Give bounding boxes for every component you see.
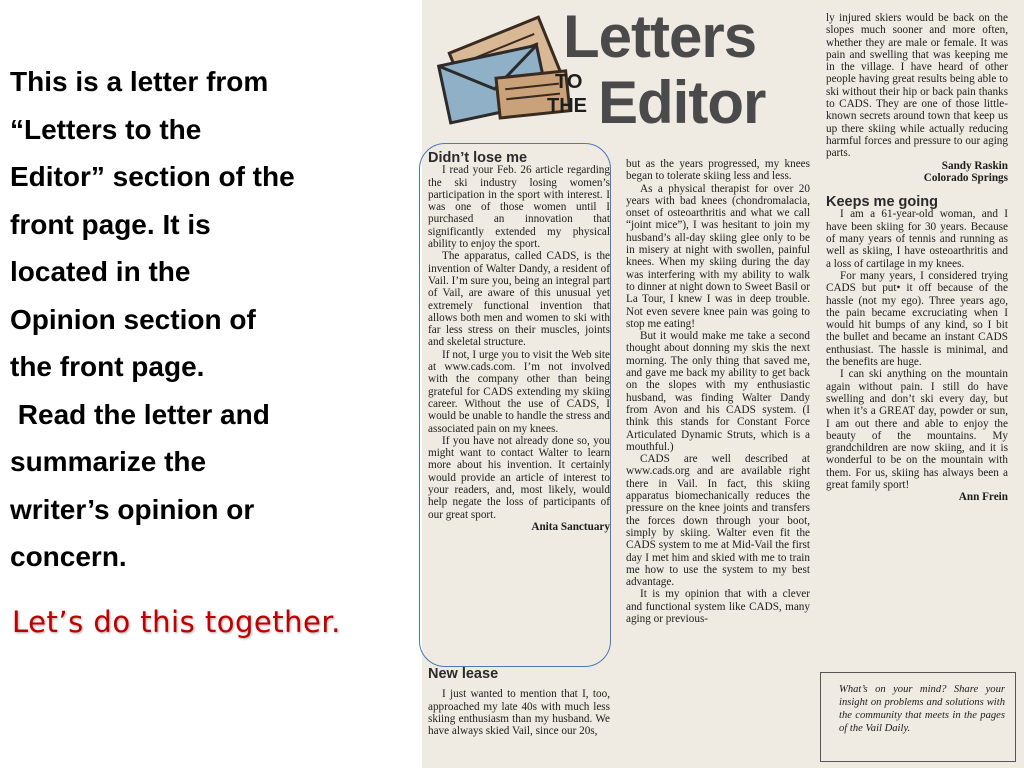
newspaper-clipping xyxy=(422,0,1024,768)
instruction-line: Opinion section of xyxy=(10,303,256,335)
instruction-line: concern. xyxy=(10,541,127,572)
column-1-bottom xyxy=(428,668,610,737)
signature: Sandy Raskin xyxy=(941,159,1008,172)
letter-paragraph: But it would make me take a second thought about donning my skis the next morning. The only thing that saved me, and gave me back my ability to get back on the slopes with my enthusiastic husband, was finding Walter Dandy from Avon and his CADS system. (I think this stands for Constant Force Articulated Dynamic Struts, which is a mouthful.) xyxy=(626,330,810,453)
masthead-letters: Letters xyxy=(563,3,757,70)
letter-paragraph: I can ski anything on the mountain again without pain. I still do have swelling and don’t ski every day, but when it’s a GREAT day, powder or sun, I am out there and able to enjoy the beauty of the mountains. My grandchildren are now skiing, and it is wonderful to be on the mountain with them. For us, skiing has always been a great family sport! xyxy=(826,368,1008,491)
instruction-line: the front page. xyxy=(10,351,205,382)
instruction-line: front page. It is xyxy=(10,208,211,240)
signature: Anita Sanctuary xyxy=(531,520,610,533)
letter-paragraph: If you have not already done so, you might want to contact Walter to learn more about his invention. It certainly would provide an article of interest to your readers, and, most likely, would help negate the loss of participants of our great sport. xyxy=(428,434,610,521)
instruction-line: Editor” section of the xyxy=(10,161,295,192)
signature: Ann Frein xyxy=(958,491,1008,504)
instruction-line: This is a letter from xyxy=(10,66,269,97)
column-1 xyxy=(428,152,610,533)
instruction-text xyxy=(10,58,375,581)
letter-paragraph: I just wanted to mention that I, too, approached my late 40s with much less skiing enthusiasm than my husband. We have always skied Vail, since our 20s, xyxy=(428,688,610,738)
headline-new-lease: New lease xyxy=(428,666,499,682)
masthead-editor: Editor xyxy=(598,69,766,136)
promo-box: What’s on your mind? Share your insight on problems and solutions with the community that meets in the pages of the Vail Daily. xyxy=(820,672,1016,762)
instruction-line: Read the letter and xyxy=(10,398,270,430)
letter-paragraph: The apparatus, called CADS, is the invention of Walter Dandy, a resident of Vail. I’m sure you, being an integral part of Vail, are aware of this unusual yet extremely functional invention that allows both men and women to ski with far less stress on their muscles, joints and skeletal structure. xyxy=(428,250,610,349)
masthead-the: THE xyxy=(547,95,587,117)
letter-paragraph: For many years, I considered trying CADS but put• it off because of the hassle (not my ego). Three years ago, the pain became excruciating when I would hit bumps of any kind, so I bit the bullet and became an instant CADS enthusiast. The hassle is minimal, and the benefits are huge. xyxy=(826,269,1008,369)
instruction-line: writer’s opinion or xyxy=(10,493,255,525)
letter-paragraph: but as the years progressed, my knees began to tolerate skiing less and less. xyxy=(626,158,810,183)
letter-paragraph: As a physical therapist for over 20 years with bad knees (chondromalacia, onset of osteoarthritis and what we call “joint mice”), I was hesitant to join my husband’s all-day skiing glee only to be in misery at night with swollen, painful knees. When my skiing during the day was interfering with my ability to walk to dinner at night down to Sweet Basil or La Tour, I knew I was in deep trouble. Not even severe knee pain was going to stop me eating! xyxy=(626,182,810,330)
letter-paragraph: CADS are well described at www.cads.org and are available right there in Vail. In fact, this skiing apparatus biomechanically reduces the pressure on the knee joints and transfers the forces down through your boot, simply by skiing. Walter even fit the CADS system to me at Mid-Vail the first day I met him and skied with me to train me how to use the system to my best advantage. xyxy=(626,453,810,589)
letter-paragraph: ly injured skiers would be back on the slopes much sooner and more often, whether they are male or female. It was pain and swelling that was keeping me in the village. I have heard of other people having great results being able to ski without their hip or back pain thanks to CADS. They are one of those little- known secrets around town that keep us up there skiing while actually reducing harmful forces and pressure to our aging parts. xyxy=(826,12,1008,160)
headline-keeps-me-going: Keeps me going xyxy=(826,194,938,211)
letter-paragraph: It is my opinion that with a clever and functional system like CADS, many aging or previous- xyxy=(626,588,810,625)
masthead xyxy=(428,2,818,142)
signature-location: Colorado Springs xyxy=(923,171,1008,184)
instruction-line: located in the xyxy=(10,256,191,287)
call-to-action: Let’s do this together. xyxy=(12,605,341,639)
instruction-line: summarize the xyxy=(10,446,207,477)
masthead-to: TO xyxy=(555,71,583,93)
instruction-line: “Letters to the xyxy=(10,113,202,145)
headline-didnt-lose-me: Didn’t lose me xyxy=(428,150,528,166)
column-2 xyxy=(626,158,810,625)
letter-paragraph: I am a 61-year-old woman, and I have been skiing for 30 years. Because of many years of tennis and running as well as skiing, I have osteoarthritis and a loss of cartilage in my knees. xyxy=(826,208,1008,270)
column-3 xyxy=(826,12,1008,504)
letter-paragraph: If not, I urge you to visit the Web site at www.cads.com. I’m not involved with the company other than being grateful for CADS extending my skiing career. Without the use of CADS, I would be unable to handle the stress and associated pain on my knees. xyxy=(428,348,610,435)
letter-paragraph: I read your Feb. 26 article regarding the ski industry losing women’s participation in the sport with interest. I was one of those women until I purchased an innovation that significantly extended my physical ability to enjoy the sport. xyxy=(428,164,610,251)
